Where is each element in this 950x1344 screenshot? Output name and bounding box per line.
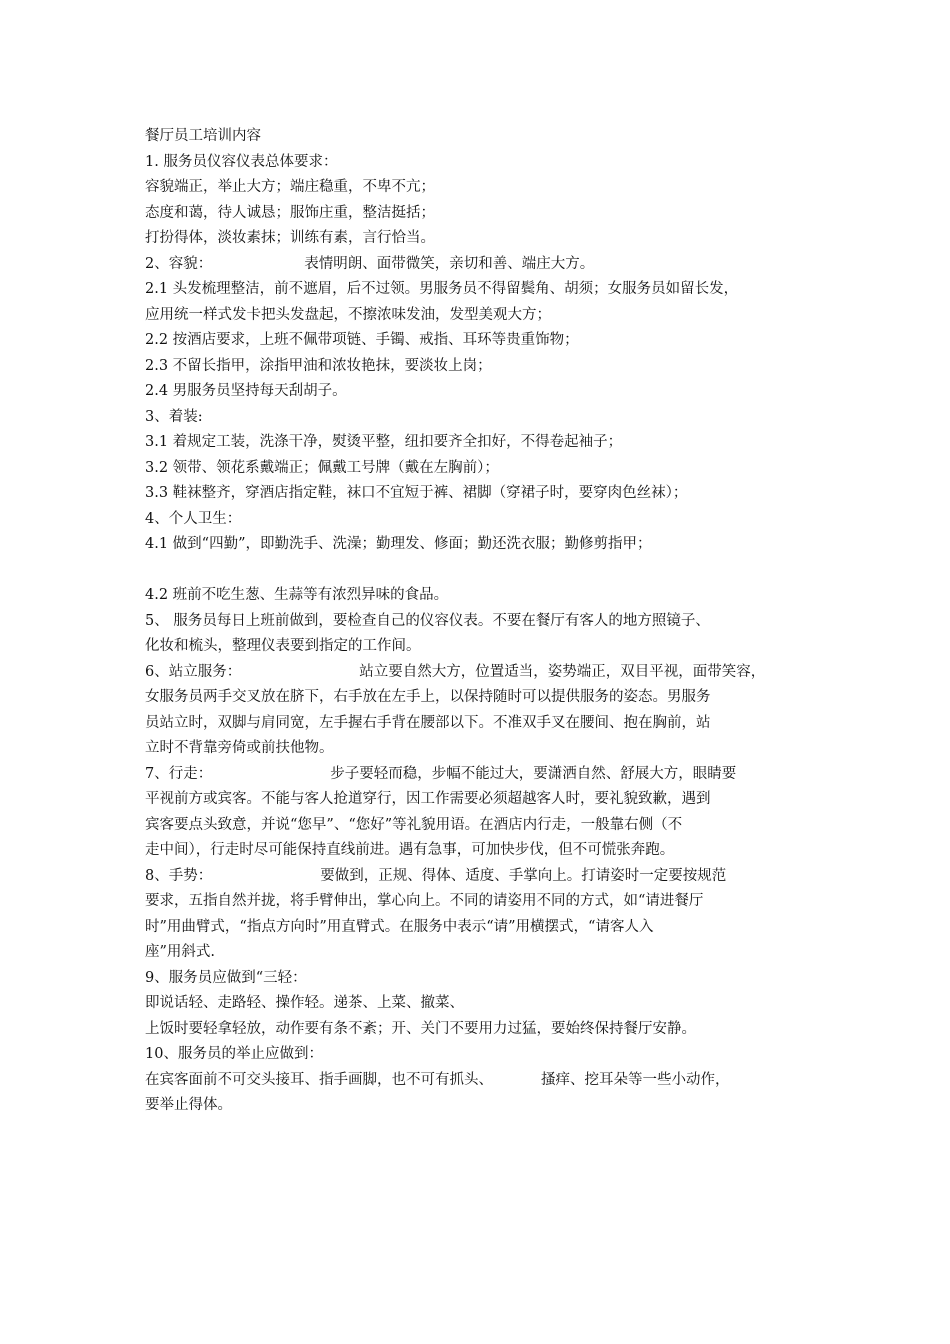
text-segment: 在宾客面前不可交头接耳、指手画脚，也不可有抓头、 [145,1071,493,1088]
text-line: 4.1 做到“四勤”，即勤洗手、洗澡；勤理发、修面；勤还洗衣服；勤修剪指甲； [145,536,652,552]
section-10-heading: 10、服务员的举止应做到： [145,1046,323,1062]
section-2-heading: 2、容貌： [145,255,213,272]
text-line: 座”用斜式. [145,944,216,960]
text-line: 2.4 男服务员坚持每天刮胡子。 [145,383,347,399]
text-line: 时”用曲臂式，“指点方向时”用直臂式。在服务中表示“请”用横摆式，“请客人入 [145,918,654,935]
text-line: 3.1 着规定工装，洗涤干净，熨烫平整，纽扣要齐全扣好，不得卷起袖子； [145,434,623,450]
section-6-text: 站立要自然大方，位置适当，姿势端正，双目平视，面带笑容， [359,663,766,680]
section-5-line: 5、 服务员每日上班前做到，要检查自己的仪容仪表。不要在餐厅有客人的地方照镜子、 [145,612,710,629]
text-line: 宾客要点头致意，并说“您早”、“您好”等礼貌用语。在酒店内行走，一般靠右侧（不 [145,816,683,833]
section-8-text: 要做到，正规、得体、适度、手掌向上。打请姿时一定要按规范 [320,867,727,884]
text-line: 3.3 鞋袜整齐，穿酒店指定鞋，袜口不宜短于裤、裙脚（穿裙子时，要穿肉色丝袜）； [145,485,688,501]
text-line: 员站立时，双脚与肩同宽，左手握右手背在腰部以下。不准双手叉在腰间、抱在胸前，站 [145,714,711,731]
text-line: 化妆和梳头，整理仪表要到指定的工作间。 [145,638,421,654]
doc-title: 餐厅员工培训内容 [145,128,261,144]
section-7-line [145,762,825,788]
text-line: 2.1 头发梳理整洁，前不遮眉，后不过领。男服务员不得留鬓角、胡须；女服务员如留长发， [145,281,739,297]
text-line: 要求，五指自然并拢，将手臂伸出，掌心向上。不同的请姿用不同的方式，如“请进餐厅 [145,893,704,909]
text-line: 容貌端正，举止大方；端庄稳重，不卑不亢； [145,179,435,195]
section-6-heading: 6、站立服务： [145,663,242,680]
section-4-heading: 4、个人卫生： [145,510,242,527]
text-line: 2.3 不留长指甲，涂指甲油和浓妆艳抹，要淡妆上岗； [145,357,492,374]
section-1-heading: 1. 服务员仪容仪表总体要求： [145,153,338,170]
text-line: 打扮得体，淡妆素抹；训练有素，言行恰当。 [145,230,435,246]
text-line: 应用统一样式发卡把头发盘起，不擦浓味发油，发型美观大方； [145,306,551,323]
section-3-heading: 3、着装: [145,408,203,425]
section-6-line [145,660,825,686]
section-8-heading: 8、手势： [145,867,213,884]
section-7-text: 步子要轻而稳，步幅不能过大，要潇洒自然、舒展大方，眼睛要 [330,765,737,782]
text-line [145,1068,825,1094]
text-segment: 搔痒、挖耳朵等一些小动作， [541,1071,730,1088]
text-line: 3.2 领带、领花系戴端正；佩戴工号牌（戴在左胸前）； [145,459,499,476]
section-2-text: 表情明朗、面带微笑，亲切和善、端庄大方。 [304,255,595,272]
blank-line [145,558,825,584]
text-line: 即说话轻、走路轻、操作轻。递茶、上菜、撤菜、 [145,995,464,1011]
text-line: 2.2 按酒店要求，上班不佩带项链、手镯、戒指、耳环等贵重饰物； [145,332,579,348]
text-line: 要举止得体。 [145,1097,232,1113]
text-line: 4.2 班前不吃生葱、生蒜等有浓烈异味的食品。 [145,587,449,603]
section-9-heading: 9、服务员应做到“三轻： [145,969,307,986]
section-7-heading: 7、行走： [145,765,213,782]
text-line: 走中间），行走时尽可能保持直线前进。遇有急事，可加快步伐，但不可慌张奔跑。 [145,842,675,858]
text-line: 平视前方或宾客。不能与客人抢道穿行，因工作需要必须超越客人时，要礼貌致歉，遇到 [145,791,711,807]
section-2-line [145,252,825,278]
text-line: 态度和蔼，待人诚恳；服饰庄重，整洁挺括； [145,204,435,221]
document-page [145,124,825,1119]
text-line: 上饭时要轻拿轻放，动作要有条不紊；开、关门不要用力过猛，要始终保持餐厅安静。 [145,1020,696,1037]
section-8-line [145,864,825,890]
text-line: 女服务员两手交叉放在脐下，右手放在左手上，以保持随时可以提供服务的姿态。男服务 [145,689,711,705]
text-line: 立时不背靠旁倚或前扶他物。 [145,740,334,756]
